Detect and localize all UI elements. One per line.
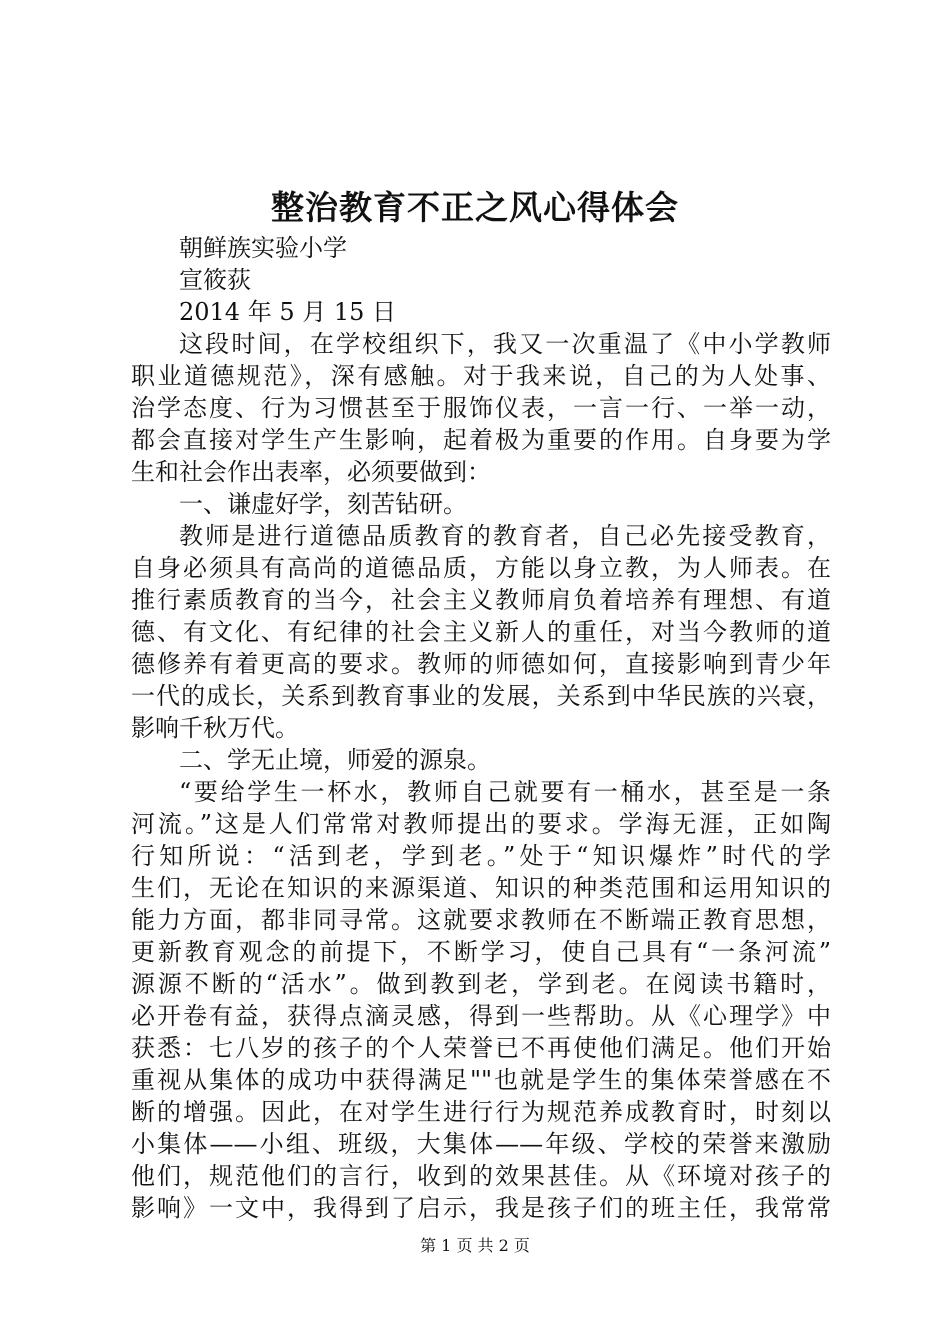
- school-name: 朝鲜族实验小学: [179, 234, 347, 262]
- paragraph-line: 断的增强。因此，在对学生进行行为规范养成教育时，时刻以: [131, 1098, 831, 1126]
- paragraph-line: 他们，规范他们的言行，收到的效果甚佳。从《环境对孩子的: [131, 1162, 831, 1190]
- paragraph-line: 德修养有着更高的要求。教师的师德如何，直接影响到青少年: [131, 650, 831, 678]
- author-name: 宣筱荻: [179, 266, 251, 294]
- paragraph-line: 都会直接对学生产生影响，起着极为重要的作用。自身要为学: [131, 426, 831, 454]
- paragraph-line: 重视从集体的成功中获得满足""也就是学生的集体荣誉感在不: [131, 1066, 831, 1094]
- paragraph-line: 德、有文化、有纪律的社会主义新人的重任，对当今教师的道: [131, 618, 831, 646]
- paragraph-line: 生们，无论在知识的来源渠道、知识的种类范围和运用知识的: [131, 874, 831, 902]
- section-heading: [131, 744, 831, 776]
- paragraph-line: 生和社会作出表率，必须要做到：: [131, 458, 491, 486]
- paragraph: [131, 328, 831, 488]
- paragraph-line: 推行素质教育的当今，社会主义教师肩负着培养有理想、有道: [131, 586, 831, 614]
- document-body: [131, 232, 831, 1224]
- paragraph-line: “要给学生一杯水，教师自己就要有一桶水，甚至是一条: [179, 778, 831, 806]
- document-title: 整治教育不正之风心得体会: [271, 188, 679, 227]
- section-heading: [131, 488, 831, 520]
- paragraph-line: 自身必须具有高尚的道德品质，方能以身立教，为人师表。在: [131, 554, 831, 582]
- paragraph-line: 一代的成长，关系到教育事业的发展，关系到中华民族的兴衰，: [131, 682, 831, 710]
- paragraph-line: 影响》一文中，我得到了启示，我是孩子们的班主任，我常常: [131, 1194, 831, 1222]
- paragraph: [131, 776, 831, 1224]
- paragraph-line: 小集体——小组、班级，大集体——年级、学校的荣誉来激励: [131, 1130, 831, 1158]
- paragraph-line: 职业道德规范》，深有感触。对于我来说，自己的为人处事、: [131, 362, 831, 390]
- paragraph-line: 行知所说：“活到老，学到老。”处于“知识爆炸”时代的学: [131, 842, 831, 870]
- paragraph-line: 这段时间，在学校组织下，我又一次重温了《中小学教师: [179, 330, 831, 358]
- paragraph-line: 河流。”这是人们常常对教师提出的要求。学海无涯，正如陶: [131, 810, 831, 838]
- paragraph-line: 更新教育观念的前提下，不断学习，使自己具有“一条河流”: [131, 938, 831, 966]
- paragraph-line: 治学态度、行为习惯甚至于服饰仪表，一言一行、一举一动，: [131, 394, 831, 422]
- heading-line: 一、谦虚好学，刻苦钻研。: [179, 490, 467, 518]
- paragraph-line: 获悉：七八岁的孩子的个人荣誉已不再使他们满足。他们开始: [131, 1034, 831, 1062]
- paragraph-line: 教师是进行道德品质教育的教育者，自己必先接受教育，: [179, 522, 831, 550]
- heading-line: 二、学无止境，师爱的源泉。: [179, 746, 491, 774]
- paragraph-line: 能力方面，都非同寻常。这就要求教师在不断端正教育思想，: [131, 906, 831, 934]
- document-date: 2014 年 5 月 15 日: [179, 298, 397, 326]
- paragraph-line: 影响千秋万代。: [131, 714, 299, 742]
- page-footer: 第 1 页 共 2 页: [420, 1236, 530, 1255]
- paragraph-line: 源源不断的“活水”。做到教到老，学到老。在阅读书籍时，: [131, 970, 831, 998]
- paragraph-line: 必开卷有益，获得点滴灵感，得到一些帮助。从《心理学》中: [131, 1002, 831, 1030]
- paragraph: [131, 520, 831, 744]
